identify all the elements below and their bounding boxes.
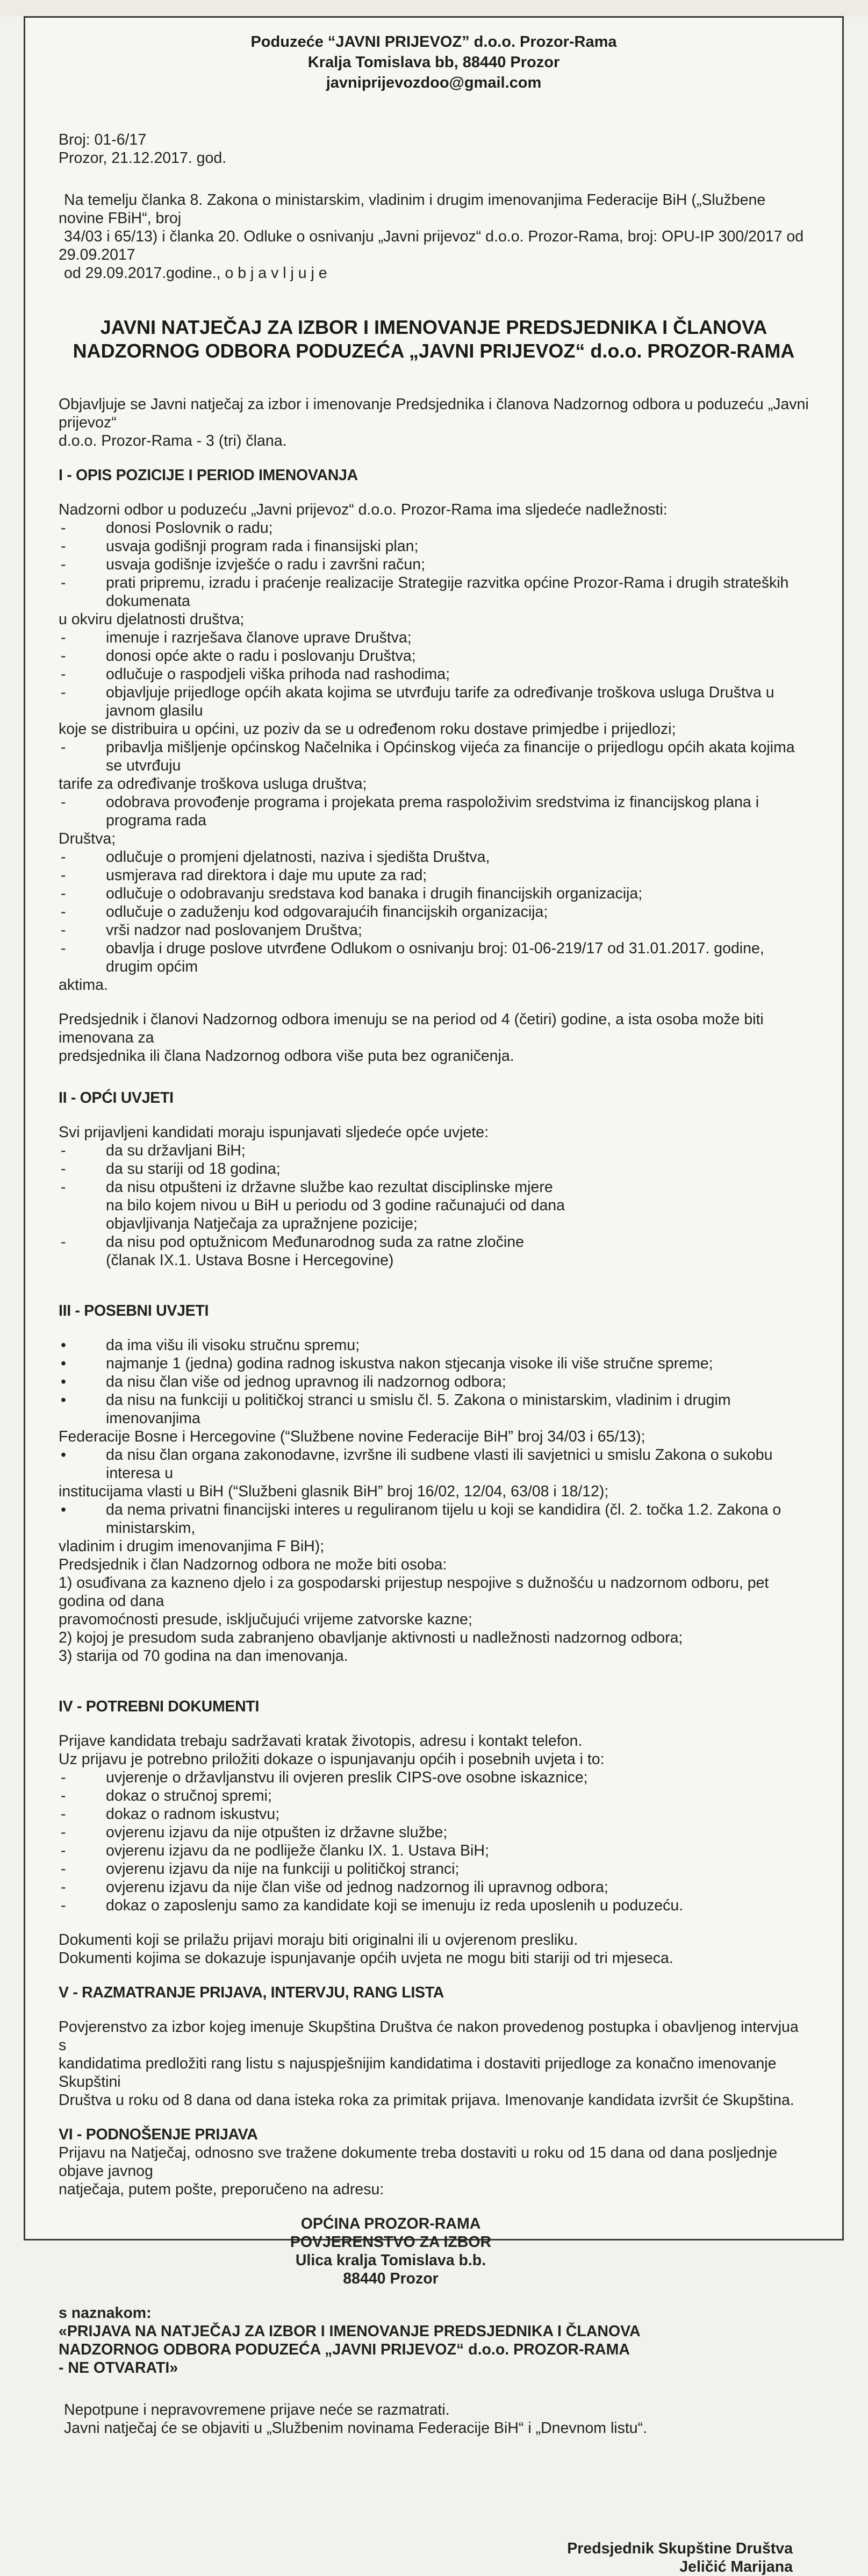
list-item: • da nisu na funkciji u političkoj stranci u smislu čl. 5. Zakona o ministarskim, vladinim i drugim imenovanjima: [59, 1391, 809, 1428]
company-header: [59, 32, 809, 93]
list-item-continuation: tarife za određivanje troškova usluga društva;: [59, 775, 367, 793]
list-item: - donosi Poslovnik o radu;: [59, 519, 809, 537]
list-item: - dokaz o radnom iskustvu;: [59, 1805, 809, 1823]
company-name: Poduzeće “JAVNI PRIJEVOZ” d.o.o. Prozor-Rama: [250, 33, 617, 51]
section-heading-1: I - OPIS POZICIJE I PERIOD IMENOVANJA: [59, 467, 358, 484]
section3-lead: Predsjednik i član Nadzornog odbora ne može biti osoba:: [59, 1556, 447, 1573]
list-item: - da nisu pod optužnicom Međunarodnog suda za ratne zločine: [59, 1233, 809, 1251]
special-conditions-list: [59, 1336, 809, 1555]
list-item-continuation: (članak IX.1. Ustava Bosne i Hercegovine): [106, 1252, 394, 1269]
announcement: Objavljuje se Javni natječaj za izbor i imenovanje Predsjednika i članova Nadzornog odbora u poduzeću „Javni prijevoz“: [59, 396, 809, 431]
legal-basis-line: od 29.09.2017.godine., o b j a v l j u j e: [64, 265, 327, 282]
exclusion-3: 3) starija od 70 godina na dan imenovanja.: [59, 1647, 348, 1665]
selection-text: Društva u roku od 8 dana od dana isteka roka za primitak prijava. Imenovanje kandidata izvršit će Skupština.: [59, 2092, 794, 2109]
address-line: POVJERENSTVO ZA IZBOR: [290, 2234, 492, 2251]
list-item: - pribavlja mišljenje općinskog Načelnika i Općinskog vijeća za financije o prijedlogu općih akata kojima se utvrđuju: [59, 738, 809, 775]
submission-address: [0, 2215, 809, 2288]
required-documents-list: [59, 1768, 809, 1915]
list-item: - vrši nadzor nad poslovanjem Društva;: [59, 921, 809, 939]
list-item: - usvaja godišnje izvješće o radu i završni račun;: [59, 555, 809, 574]
list-item: - usvaja godišnji program rada i finansijski plan;: [59, 537, 809, 555]
closing-note: Javni natječaj će se objaviti u „Službenim novinama Federacije BiH“ i „Dnevnom listu“.: [64, 2420, 648, 2437]
list-item-continuation: koje se distribuira u općini, uz poziv da se u određenom roku dostave primjedbe i prijedlozi;: [59, 720, 676, 738]
list-item: - imenuje i razrješava članove uprave Društva;: [59, 629, 809, 647]
list-item: • da ima višu ili visoku stručnu spremu;: [59, 1336, 809, 1354]
selection-text: Povjerenstvo za izbor kojeg imenuje Skupština Društva će nakon provedenog postupka i obavljenog intervjua s: [59, 2018, 799, 2054]
list-item: - ovjerenu izjavu da nije član više od jednog nadzornog ili upravnog odbora;: [59, 1878, 809, 1896]
legal-basis-line: Na temelju članka 8. Zakona o ministarskim, vladinim i drugim imenovanjima Federacije BiH („Službene novine FBiH“, broj: [59, 191, 766, 227]
list-item-continuation: Federacije Bosne i Hercegovine (“Službene novine Federacije BiH” broj 34/03 i 65/13);: [59, 1428, 645, 1445]
list-item-continuation: na bilo kojem nivou u BiH u periodu od 3 godine računajući od dana: [106, 1197, 565, 1214]
page-top-strip: [0, 0, 868, 16]
selection-text: kandidatima predložiti rang listu s najuspješnijim kandidatima i dostaviti prijedloge za konačno imenovanje Skupštini: [59, 2055, 777, 2090]
legal-basis-line: 34/03 i 65/13) i članka 20. Odluke o osnivanju „Javni prijevoz“ d.o.o. Prozor-Rama, broj: OPU-IP 300/2017 od 29.09.2017: [59, 228, 804, 263]
list-item: - ovjerenu izjavu da ne podliježe članku IX. 1. Ustava BiH;: [59, 1842, 809, 1860]
mandate-period: predsjednika ili člana Nadzornog odbora više puta bez ograničenja.: [59, 1047, 514, 1065]
closing-note: Nepotpune i nepravovremene prijave neće se razmatrati.: [64, 2401, 450, 2418]
envelope-marking: «PRIJAVA NA NATJEČAJ ZA IZBOR I IMENOVANJE PREDSJEDNIKA I ČLANOVA: [59, 2323, 641, 2340]
address-line: Ulica kralja Tomislava b.b.: [295, 2252, 486, 2269]
mandate-period: Predsjednik i članovi Nadzornog odbora imenuju se na period od 4 (četiri) godine, a ista osoba može biti imenovana za: [59, 1011, 764, 1046]
company-email: javniprijevozdoo@gmail.com: [326, 74, 542, 91]
envelope-marking-label: s naznakom:: [59, 2304, 152, 2322]
list-item: - da su stariji od 18 godina;: [59, 1160, 809, 1178]
submission-text: Prijavu na Natječaj, odnosno sve tražene dokumente treba dostaviti u roku od 15 dana od dana posljednje objave javnog: [59, 2144, 778, 2180]
list-item: • da nisu član organa zakonodavne, izvršne ili sudbene vlasti ili savjetnici u smislu Zakona o sukobu interesa u: [59, 1446, 809, 1482]
section-heading-6: VI - PODNOŠENJE PRIJAVA: [59, 2126, 258, 2143]
list-item: - ovjerenu izjavu da nije na funkciji u političkoj stranci;: [59, 1860, 809, 1878]
exclusion-2: 2) kojoj je presudom suda zabranjeno obavljanje aktivnosti u nadležnosti nadzornog odbora;: [59, 1629, 683, 1646]
submission-text: natječaja, putem pošte, preporučeno na adresu:: [59, 2181, 384, 2198]
list-item: - da su državljani BiH;: [59, 1141, 809, 1160]
section1-lead: Nadzorni odbor u poduzeću „Javni prijevoz“ d.o.o. Prozor-Rama ima sljedeće nadležnosti:: [59, 501, 668, 518]
section4-lead: Prijave kandidata trebaju sadržavati kratak životopis, adresu i kontakt telefon.: [59, 1732, 583, 1750]
general-conditions-list: [59, 1141, 809, 1269]
section-heading-5: V - RAZMATRANJE PRIJAVA, INTERVJU, RANG LISTA: [59, 1984, 444, 2001]
exclusion-1: 1) osuđivana za kazneno djelo i za gospodarski prijestup nespojive s dužnošću u nadzornom odboru, pet godina od dana: [59, 1574, 769, 1610]
list-item: - prati pripremu, izradu i praćenje realizacije Strategije razvitka općine Prozor-Rama i drugih strateških dokumenata: [59, 574, 809, 610]
list-item-continuation: aktima.: [59, 976, 108, 994]
section-heading-4: IV - POTREBNI DOKUMENTI: [59, 1698, 260, 1715]
list-item: - odobrava provođenje programa i projekata prema raspoloživim sredstvima iz financijskog plana i programa rada: [59, 793, 809, 830]
announcement: d.o.o. Prozor-Rama - 3 (tri) člana.: [59, 432, 287, 449]
list-item: - odlučuje o zaduženju kod odgovarajućih financijskih organizacija;: [59, 903, 809, 921]
legal-basis: [59, 191, 809, 282]
envelope-marking: - NE OTVARATI»: [59, 2359, 178, 2377]
list-item: - usmjerava rad direktora i daje mu upute za rad;: [59, 866, 809, 884]
list-item: • da nisu član više od jednog upravnog ili nadzornog odbora;: [59, 1373, 809, 1391]
document-date: Prozor, 21.12.2017. god.: [59, 149, 227, 167]
documents-note: Dokumenti kojima se dokazuje ispunjavanje općih uvjeta ne mogu biti stariji od tri mjeseca.: [59, 1950, 673, 1967]
section2-lead: Svi prijavljeni kandidati moraju ispunjavati sljedeće opće uvjete:: [59, 1124, 489, 1141]
section-heading-3: III - POSEBNI UVJETI: [59, 1302, 209, 1319]
list-item-continuation: Društva;: [59, 830, 116, 847]
list-item-continuation: vladinim i drugim imenovanjima F BiH);: [59, 1538, 325, 1555]
list-item: - odlučuje o promjeni djelatnosti, naziva i sjedišta Društva,: [59, 848, 809, 866]
list-item: - dokaz o zaposlenju samo za kandidate koji se imenuju iz reda uposlenih u poduzeću.: [59, 1896, 809, 1915]
document-meta: [59, 131, 809, 167]
signature-title: Predsjednik Skupštine Društva: [567, 2540, 793, 2557]
list-item: - odlučuje o raspodjeli viška prihoda nad rashodima;: [59, 665, 809, 683]
notice-title: [59, 316, 809, 363]
list-item: - ovjerenu izjavu da nije otpušten iz državne službe;: [59, 1823, 809, 1842]
list-item: - odlučuje o odobravanju sredstava kod banaka i drugih financijskih organizacija;: [59, 884, 809, 903]
list-item: - objavljuje prijedloge općih akata kojima se utvrđuju tarife za određivanje troškova usluga Društva u javnom glasilu: [59, 683, 809, 720]
notice-title-line: JAVNI NATJEČAJ ZA IZBOR I IMENOVANJE PREDSJEDNIKA I ČLANOVA: [100, 316, 767, 338]
list-item: - obavlja i druge poslove utvrđene Odlukom o osnivanju broj: 01-06-219/17 od 31.01.2017. godine, drugim općim: [59, 939, 809, 976]
public-notice: [24, 16, 844, 2575]
competences-list: [59, 519, 809, 994]
signature-name: Jeličić Marijana: [679, 2558, 793, 2575]
list-item: - da nisu otpušteni iz državne službe kao rezultat disciplinske mjere: [59, 1178, 809, 1196]
list-item: • da nema privatni financijski interes u reguliranom tijelu u koji se kandidira (čl. 2. točka 1.2. Zakona o ministarskim,: [59, 1501, 809, 1537]
list-item: • najmanje 1 (jedna) godina radnog iskustva nakon stjecanja visoke ili više stručne spreme;: [59, 1354, 809, 1373]
company-address: Kralja Tomislava bb, 88440 Prozor: [307, 54, 560, 71]
exclusion-1-cont: pravomoćnosti presude, isključujući vrijeme zatvorske kazne;: [59, 1611, 472, 1628]
address-line: OPĆINA PROZOR-RAMA: [300, 2215, 481, 2232]
list-item: - dokaz o stručnoj spremi;: [59, 1787, 809, 1805]
notice-title-line: NADZORNOG ODBORA PODUZEĆA „JAVNI PRIJEVOZ“ d.o.o. PROZOR-RAMA: [73, 340, 795, 362]
list-item-continuation: institucijama vlasti u BiH (“Službeni glasnik BiH” broj 16/02, 12/04, 63/08 i 18/12);: [59, 1483, 609, 1500]
reference-number: Broj: 01-6/17: [59, 131, 147, 148]
signature-block: [59, 2539, 809, 2576]
section-heading-2: II - OPĆI UVJETI: [59, 1089, 174, 1107]
list-item-continuation: objavljivanja Natječaja za upražnjene pozicije;: [106, 1215, 418, 1232]
list-item: - donosi opće akte o radu i poslovanju Društva;: [59, 647, 809, 665]
section4-lead: Uz prijavu je potrebno priložiti dokaze o ispunjavanju općih i posebnih uvjeta i to:: [59, 1751, 605, 1768]
address-line: 88440 Prozor: [343, 2270, 439, 2287]
list-item: - uvjerenje o državljanstvu ili ovjeren preslik CIPS-ove osobne iskaznice;: [59, 1768, 809, 1787]
envelope-marking: NADZORNOG ODBORA PODUZEĆA „JAVNI PRIJEVOZ“ d.o.o. PROZOR-RAMA: [59, 2341, 630, 2358]
documents-note: Dokumenti koji se prilažu prijavi moraju biti originalni ili u ovjerenom presliku.: [59, 1931, 578, 1949]
list-item-continuation: u okviru djelatnosti društva;: [59, 611, 245, 628]
